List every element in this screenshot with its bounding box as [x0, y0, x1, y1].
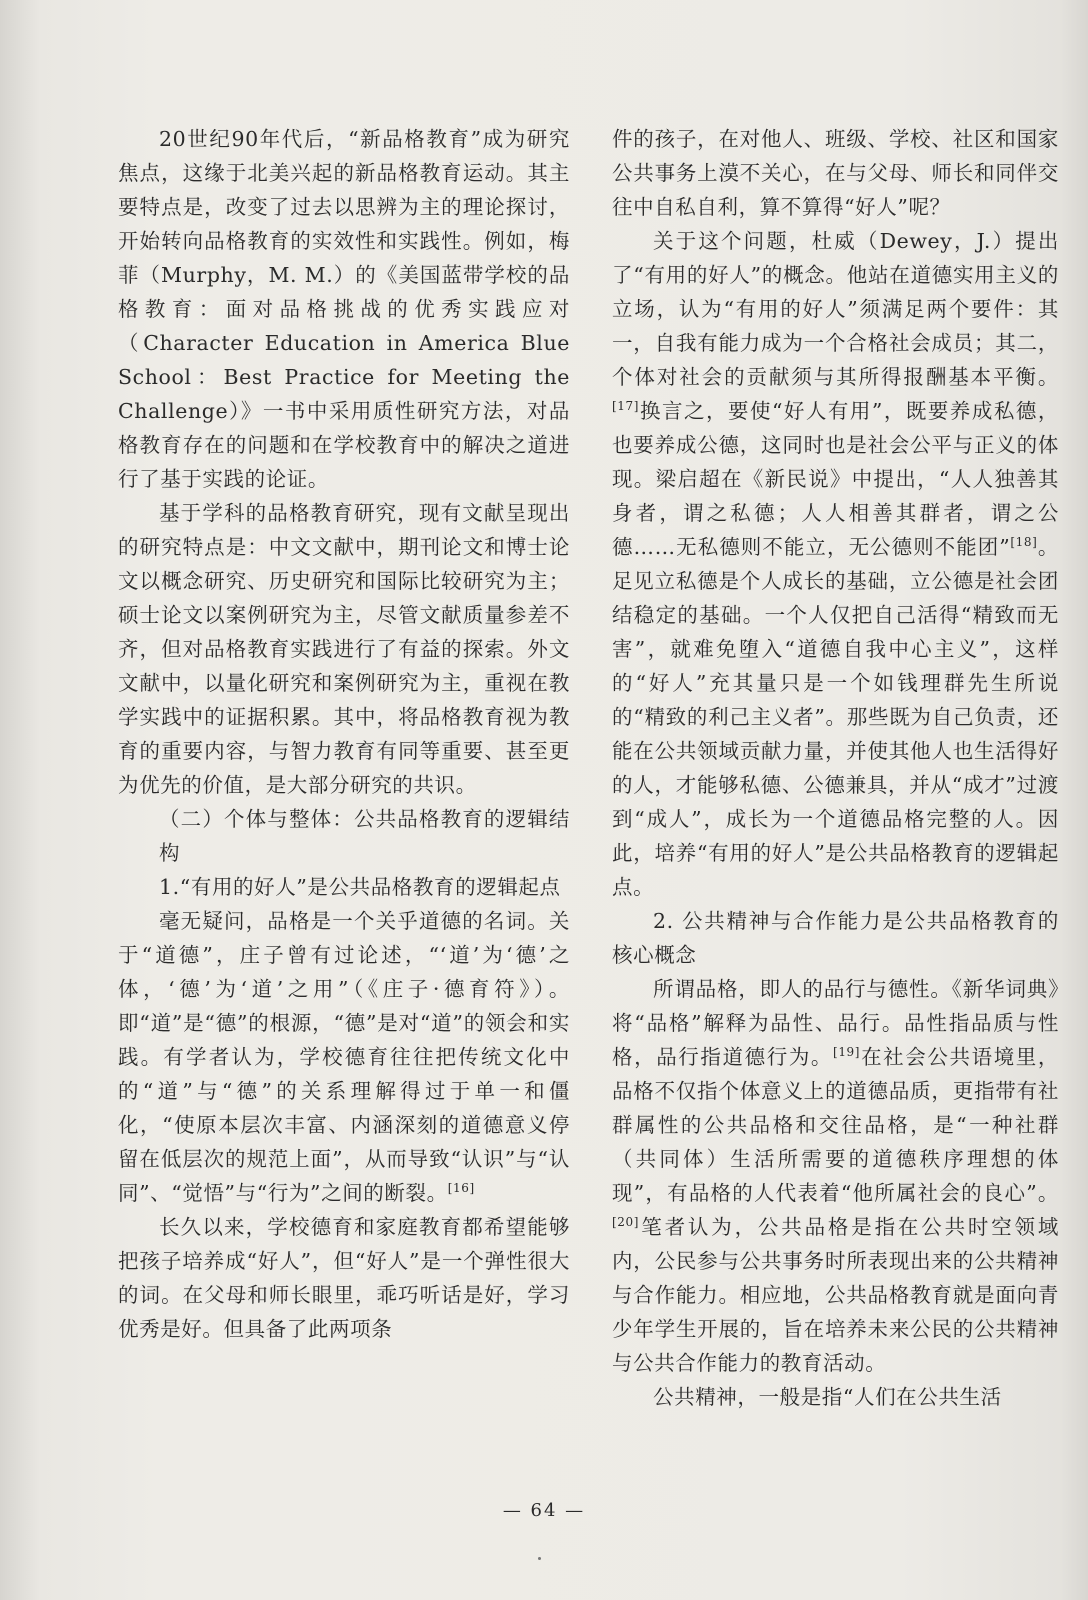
paragraph: 20世纪90年代后，“新品格教育”成为研究焦点，这缘于北美兴起的新品格教育运动。其主要特点是，改变了过去以思辨为主的理论探讨，开始转向品格教育的实效性和实践性。例如，梅菲（Murphy，M. M.）的《美国蓝带学校的品格教育：面对品格挑战的优秀实践应对（Character Education in America Blue School：Best Practice for Meeting the Challenge）》一书中采用质性研究方法，对品格教育存在的问题和在学校教育中的解决之道进行了基于实践的论证。	[118, 127, 570, 491]
paragraph: 长久以来，学校德育和家庭教育都希望能够把孩子培养成“好人”，但“好人”是一个弹性很大的词。在父母和师长眼里，乖巧听话是好，学习优秀是好。但具备了此两项条	[118, 1215, 570, 1341]
paragraph-text: 关于这个问题，杜威（Dewey，J.）提出了“有用的好人”的概念。他站在道德实用主义的立场，认为“有用的好人”须满足两个要件：其一，自我有能力成为一个合格社会成员；其二，个体对社会的贡献须与其所得报酬基本平衡。	[612, 229, 1059, 389]
paragraph-text: 在社会公共语境里，品格不仅指个体意义上的道德品质，更指带有社群属性的公共品格和交往品格，是“一种社群（共同体）生活所需要的道德秩序理想的体现”，有品格的人代表着“他所属社会的良心”。	[612, 1045, 1059, 1205]
paragraph-text: 。足见立私德是个人成长的基础，立公德是社会团结稳定的基础。一个人仅把自己活得“精致而无害”，就难免堕入“道德自我中心主义”，这样的“好人”充其量只是一个如钱理群先生所说的“精致的利己主义者”。那些既为自己负责，还能在公共领域贡献力量，并使其他人也生活得好的人，才能够私德、公德兼具，并从“成才”过渡到“成人”，成长为一个道德品格完整的人。因此，培养“有用的好人”是公共品格教育的逻辑起点。	[612, 535, 1059, 899]
sub-heading: 1.“有用的好人”是公共品格教育的逻辑起点	[159, 875, 561, 899]
citation-ref: [19]	[833, 1045, 861, 1060]
left-column	[118, 122, 570, 1346]
paragraph	[118, 904, 570, 1210]
paragraph-text: 笔者认为，公共品格是指在公共时空领域内，公民参与公共事务时所表现出来的公共精神与合作能力。相应地，公共品格教育就是面向青少年学生开展的，旨在培养未来公民的公共精神与公共合作能力的教育活动。	[612, 1215, 1059, 1375]
paragraph-continued: 件的孩子，在对他人、班级、学校、社区和国家公共事务上漠不关心，在与父母、师长和同伴交往中自私自利，算不算得“好人”呢？	[612, 127, 1059, 219]
paragraph	[612, 972, 1059, 1380]
citation-ref: [17]	[612, 399, 640, 414]
citation-ref: [20]	[612, 1215, 640, 1230]
paragraph: 基于学科的品格教育研究，现有文献呈现出的研究特点是：中文文献中，期刊论文和博士论文以概念研究、历史研究和国际比较研究为主；硕士论文以案例研究为主，尽管文献质量参差不齐，但对品格教育实践进行了有益的探索。外文文献中，以量化研究和案例研究为主，重视在教学实践中的证据积累。其中，将品格教育视为教育的重要内容，与智力教育有同等重要、甚至更为优先的价值，是大部分研究的共识。	[118, 501, 570, 797]
sub-heading: 2. 公共精神与合作能力是公共品格教育的核心概念	[612, 909, 1059, 967]
paragraph: 公共精神，一般是指“人们在公共生活	[653, 1385, 1002, 1409]
citation-ref: [18]	[1010, 535, 1038, 550]
page-number: — 64 —	[502, 1500, 586, 1521]
paragraph-text: 所谓品格，即人的品行与德性。《新华词典》将“品格”解释为品性、品行。品性指品质与性格，品行指道德行为。	[612, 977, 1059, 1069]
section-heading: （二）个体与整体：公共品格教育的逻辑结构	[159, 807, 570, 865]
citation-ref: [16]	[447, 1181, 475, 1196]
right-column	[612, 122, 1059, 1414]
paragraph-text: 毫无疑问，品格是一个关乎道德的名词。关于“道德”，庄子曾有过论述，“‘道’为‘德’之体，‘德’为‘道’之用”（《庄子·德育符》）。即“道”是“德”的根源，“德”是对“道”的领会和实践。有学者认为，学校德育往往把传统文化中的“道”与“德”的关系理解得过于单一和僵化，“使原本层次丰富、内涵深刻的道德意义停留在低层次的规范上面”，从而导致“认识”与“认同”、“觉悟”与“行为”之间的断裂。	[118, 909, 570, 1205]
print-speck	[538, 1557, 541, 1560]
paragraph	[612, 224, 1059, 904]
paragraph-text: 换言之，要使“好人有用”，既要养成私德，也要养成公德，这同时也是社会公平与正义的体现。梁启超在《新民说》中提出，“人人独善其身者，谓之私德；人人相善其群者，谓之公德……无私德则不能立，无公德则不能团”	[612, 399, 1059, 559]
